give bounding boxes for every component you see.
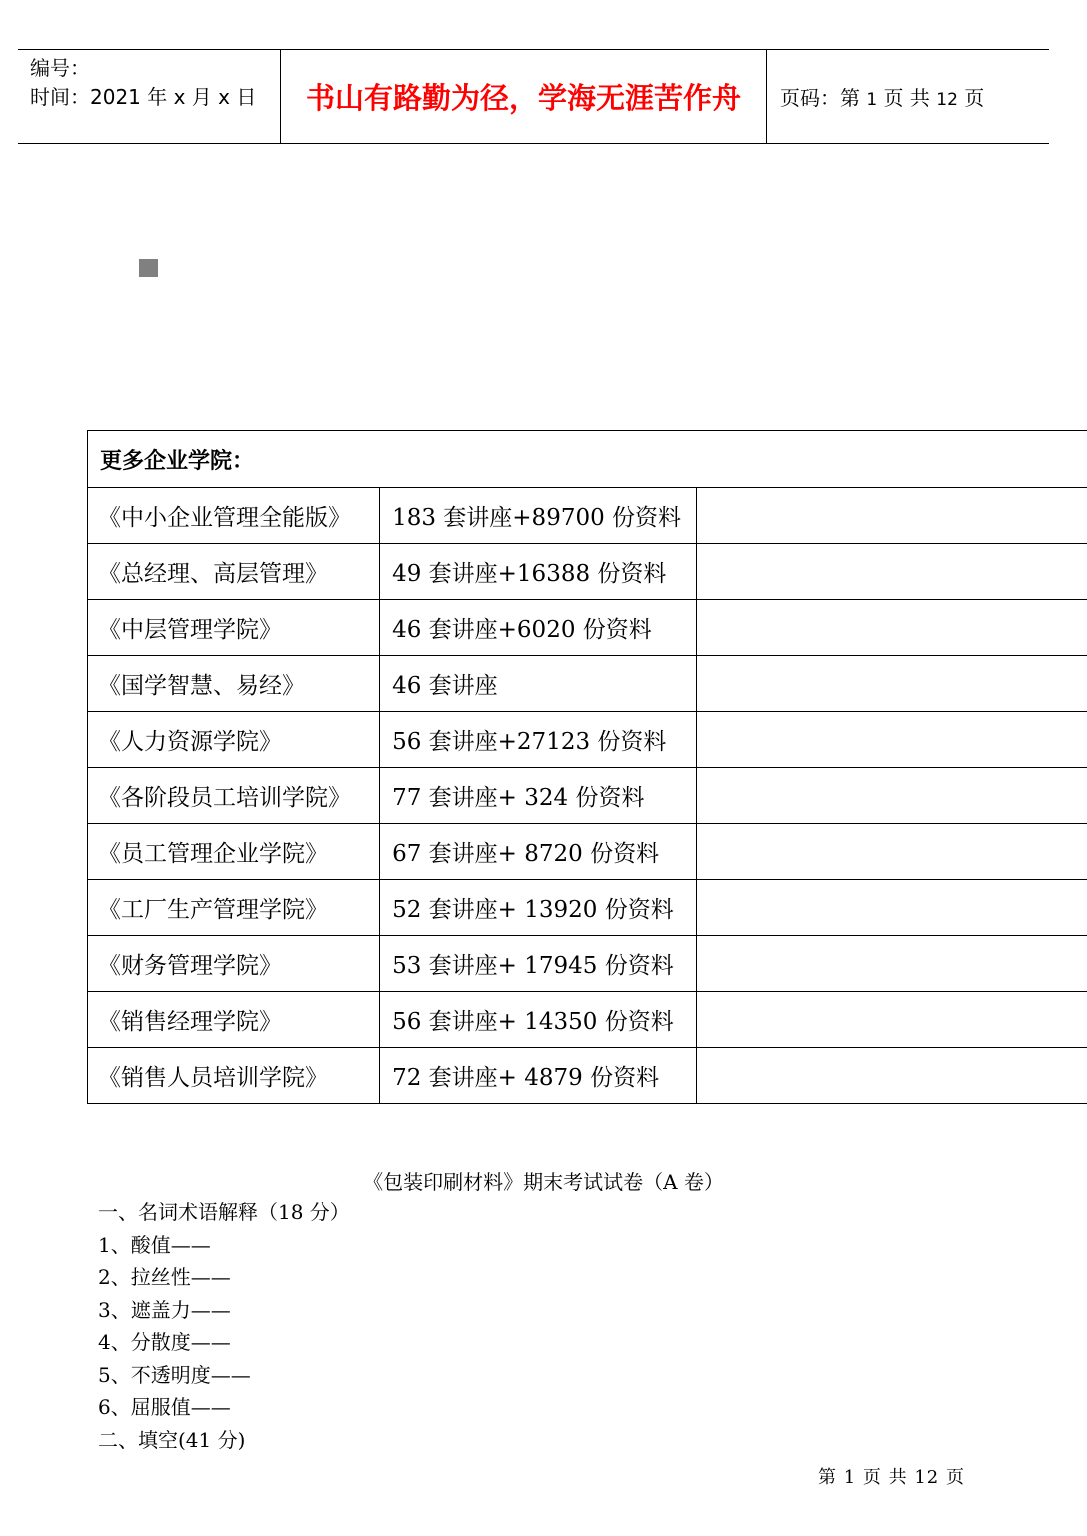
- course-name: 《工厂生产管理学院》: [88, 880, 380, 936]
- image-placeholder: [139, 259, 158, 277]
- table-row: [88, 824, 1087, 880]
- question-item: 6、屈服值——: [98, 1395, 231, 1419]
- empty-cell: [696, 992, 1087, 1048]
- course-content: 56 套讲座+27123 份资料: [380, 712, 697, 768]
- table-row: [88, 992, 1087, 1048]
- empty-cell: [696, 880, 1087, 936]
- header-page-number: [780, 82, 984, 111]
- table-header-row: [88, 431, 1087, 488]
- page-current: 1: [866, 90, 878, 110]
- course-name: 《人力资源学院》: [88, 712, 380, 768]
- course-name: 《总经理、高层管理》: [88, 544, 380, 600]
- course-name: 《中层管理学院》: [88, 600, 380, 656]
- time-label: 时间：2021 年 x 月 x 日: [30, 85, 257, 109]
- course-name: 《各阶段员工培训学院》: [88, 768, 380, 824]
- table-row: [88, 656, 1087, 712]
- table-row: [88, 1048, 1087, 1104]
- section-heading: 二、填空(41 分): [98, 1427, 246, 1452]
- table-row: [88, 880, 1087, 936]
- empty-cell: [696, 600, 1087, 656]
- page-total: 12: [936, 90, 958, 110]
- course-content: 77 套讲座+ 324 份资料: [380, 768, 697, 824]
- course-content: 52 套讲座+ 13920 份资料: [380, 880, 697, 936]
- course-content: 46 套讲座: [380, 656, 697, 712]
- page-prefix: 页码：第: [780, 86, 860, 110]
- page-footer: 第 1 页 共 12 页: [818, 1467, 965, 1488]
- table-heading: 更多企业学院：: [88, 431, 1087, 488]
- course-content: 53 套讲座+ 17945 份资料: [380, 936, 697, 992]
- section-heading: 一、名词术语解释（18 分）: [98, 1200, 350, 1224]
- table-row: [88, 488, 1087, 544]
- serial-label: 编号：: [30, 56, 90, 80]
- empty-cell: [696, 824, 1087, 880]
- empty-cell: [696, 712, 1087, 768]
- question-item: 3、遮盖力——: [98, 1297, 231, 1322]
- empty-cell: [696, 768, 1087, 824]
- course-name: 《财务管理学院》: [88, 936, 380, 992]
- course-name: 《销售人员培训学院》: [88, 1048, 380, 1104]
- question-item: 1、酸值——: [98, 1232, 211, 1257]
- header-divider: [766, 50, 767, 143]
- exam-body: [98, 1196, 350, 1456]
- empty-cell: [696, 488, 1087, 544]
- courses-table: [87, 430, 1087, 1104]
- table-row: [88, 544, 1087, 600]
- empty-cell: [696, 1048, 1087, 1104]
- table-row: [88, 712, 1087, 768]
- table-row: [88, 936, 1087, 992]
- course-name: 《员工管理企业学院》: [88, 824, 380, 880]
- course-content: 183 套讲座+89700 份资料: [380, 488, 697, 544]
- question-item: 4、分散度——: [98, 1330, 231, 1354]
- course-content: 46 套讲座+6020 份资料: [380, 600, 697, 656]
- table-row: [88, 600, 1087, 656]
- course-name: 《国学智慧、易经》: [88, 656, 380, 712]
- question-item: 2、拉丝性——: [98, 1265, 231, 1289]
- page-mid: 页 共: [883, 86, 930, 110]
- page-suffix: 页: [964, 86, 985, 110]
- course-name: 《中小企业管理全能版》: [88, 488, 380, 544]
- document-header: [18, 49, 1049, 144]
- course-content: 56 套讲座+ 14350 份资料: [380, 992, 697, 1048]
- course-content: 67 套讲座+ 8720 份资料: [380, 824, 697, 880]
- course-content: 49 套讲座+16388 份资料: [380, 544, 697, 600]
- exam-title: 《包装印刷材料》期末考试试卷（A 卷）: [363, 1170, 724, 1194]
- course-content: 72 套讲座+ 4879 份资料: [380, 1048, 697, 1104]
- header-meta: [30, 54, 256, 112]
- header-motto: 书山有路勤为径，学海无涯苦作舟: [305, 81, 741, 115]
- empty-cell: [696, 656, 1087, 712]
- table-row: [88, 768, 1087, 824]
- empty-cell: [696, 936, 1087, 992]
- course-name: 《销售经理学院》: [88, 992, 380, 1048]
- question-item: 5、不透明度——: [98, 1362, 251, 1387]
- empty-cell: [696, 544, 1087, 600]
